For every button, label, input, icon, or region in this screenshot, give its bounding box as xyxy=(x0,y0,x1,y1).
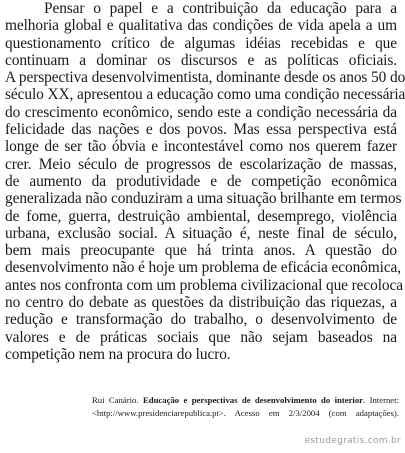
site-watermark: estudegratis.com.br xyxy=(304,436,401,446)
citation-after-title: . Internet: xyxy=(363,395,399,405)
paragraph-line: questionamento crítico de algumas idéias recebidas e que xyxy=(5,34,397,52)
paragraph-line: desenvolvimento não é hoje um problema de eficácia econômica, xyxy=(5,259,402,277)
paragraph-line: continuam a dominar os discursos e as políticas oficiais. xyxy=(5,51,397,69)
citation-line-1 xyxy=(92,394,399,407)
citation-url-line: <http://www.presidenciarepublica.pt>. Acesso em 2/3/2004 (com adaptações). xyxy=(92,407,399,418)
paragraph-line: século XX, apresentou a educação como uma condição necessária xyxy=(5,86,405,104)
paragraph-line: antes nos confronta com um problema civilizacional que recoloca xyxy=(5,276,403,294)
paragraph-line: Pensar o papel e a contribuição da educação para a xyxy=(44,0,397,17)
paragraph-line: felicidade das nações e dos povos. Mas essa perspectiva está xyxy=(5,121,397,139)
paragraph-line: valores e de práticas sociais que não sejam baseados na xyxy=(5,328,397,346)
paragraph-line: redução e transformação do trabalho, o desenvolvimento de xyxy=(5,311,397,329)
text-paragraph xyxy=(5,0,405,363)
paragraph-line: melhoria global e qualitativa das condições de vida apela a um xyxy=(5,17,397,35)
paragraph-line: do crescimento econômico, sendo este a condição necessária da xyxy=(5,103,397,121)
paragraph-line: de aumento da produtividade e de competição econômica xyxy=(5,172,397,190)
paragraph-line: crer. Meio século de progressos de escolarização de massas, xyxy=(5,155,397,173)
citation-title: Educação e perspectivas de desenvolvimento do interior xyxy=(142,395,364,405)
paragraph-line: urbana, exclusão social. A situação é, neste final de século, xyxy=(5,224,397,242)
citation-author: Rui Canário. xyxy=(92,395,143,405)
paragraph-line: longe de ser tão óbvia e incontestável como nos querem fazer xyxy=(5,138,397,156)
paragraph-line: de fome, guerra, destruição ambiental, desemprego, violência xyxy=(5,207,397,225)
paragraph-line: no centro do debate as questões da distribuição das riquezas, a xyxy=(5,294,397,312)
paragraph-line: A perspectiva desenvolvimentista, dominante desde os anos 50 do xyxy=(5,69,405,87)
paragraph-line: bem mais preocupante que há trinta anos. A questão do xyxy=(5,242,397,260)
paragraph-line: competição nem na procura do lucro. xyxy=(5,345,231,363)
paragraph-line: generalizada não conduziram a uma situação brilhante em termos xyxy=(5,190,402,208)
citation xyxy=(92,394,399,419)
